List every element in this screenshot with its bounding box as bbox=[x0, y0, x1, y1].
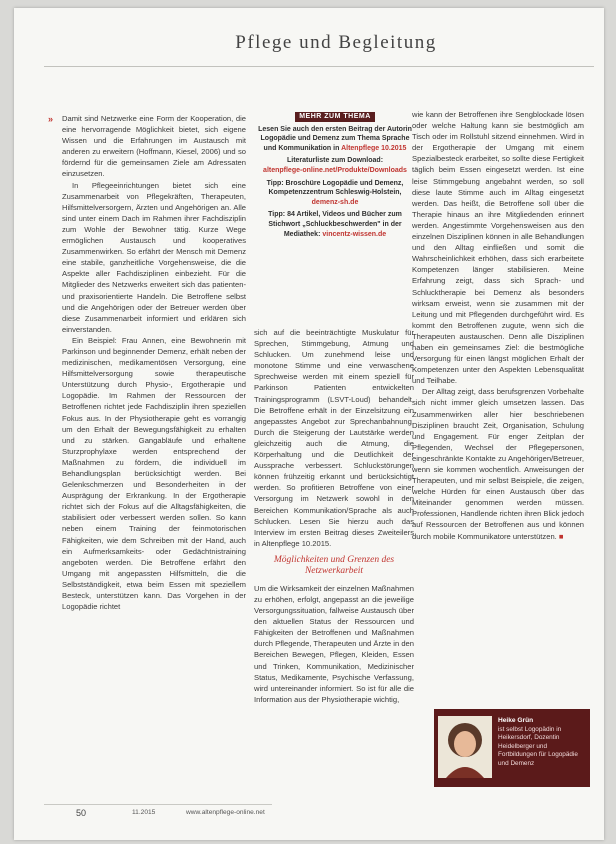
author-photo bbox=[438, 716, 492, 778]
more-on-topic-box bbox=[254, 112, 416, 242]
header-divider bbox=[44, 66, 594, 67]
sidebar-tip-1 bbox=[254, 179, 416, 208]
download-link[interactable]: altenpflege-online.net/Produkte/Downloads bbox=[263, 166, 407, 174]
sidebar-intro-text: Lesen Sie auch den ersten Beitrag der Autorin Logopädie und Demenz zum Thema Sprache und Kommunikation in bbox=[258, 125, 412, 152]
paragraph: Um die Wirksamkeit der einzelnen Maßnahmen zu erhöhen, erfolgt, angepasst an die jeweilige Versorgungssituation, fallweise Austausch über den aktuellen Status der Ressourcen und Fähigkeiten der Betroffenen und Maßnahmen durch Pflegende, Therapeuten und Ärzte in den Bereichen Bewegen, Pflegen, Kleiden, Essen und Trinken, Kommunikation, Medizinischer Status, Medikamente, Psychische Verfassung, wird untereinander informiert. So ist für alle die Information aus der Physiotherapie wichtig, bbox=[254, 583, 414, 704]
tip1-link[interactable]: demenz-sh.de bbox=[311, 198, 359, 206]
subheading: Möglichkeiten und Grenzen des Netzwerkarbeit bbox=[273, 554, 395, 576]
footer-divider bbox=[44, 804, 272, 805]
author-box bbox=[434, 709, 590, 787]
article-column-1 bbox=[62, 113, 246, 612]
article-column-2 bbox=[254, 327, 414, 705]
tip2-link[interactable]: vincentz-wissen.de bbox=[322, 230, 387, 238]
article-column-3 bbox=[412, 109, 584, 542]
tip2-text: Tipp: 84 Artikel, Videos und Bücher zum Stichwort „Schluckbeschwerden" in der Mediathek: bbox=[268, 211, 402, 238]
paragraph: In Pflegeeinrichtungen bietet sich eine Zusammenarbeit von Pflegekräften, Therapeuten, Hilfsmittelversorgern, Ärzten und Angehörigen an. Alle sind unter einem Dach im Rahmen ihrer Fachdisziplin zum Wohle der Bewohner tätig. Kurze Wege ermöglichen Austausch und kooperatives Zusammenwirken. So erfährt der Mensch mit Demenz eine stabile, ganzheitliche Vorgehensweise, die die Aspekte aller Fachdisziplinen einbezieht. Für die Mitglieder des Netzwerks erweitert sich das patienten- und praxisorientierte Handeln. Die Betroffene selbst und die Angehörigen oder der Betreuer werden über diese Zusammenarbeit informiert und erklären sich einverstanden. bbox=[62, 180, 246, 334]
continuation-marker-icon: » bbox=[48, 114, 54, 124]
author-bio: ist selbst Logopädin in Heikersdorf, Dozentin Heidelberger und Fortbildungen für Logopädie und Demenz bbox=[498, 726, 578, 767]
sidebar-intro bbox=[254, 125, 416, 154]
paragraph: Ein Beispiel: Frau Annen, eine Bewohnerin mit Parkinson und beginnender Demenz, erhält neben der medizinischen, medikamentösen Versorgung, eine Hilfsmittelversorgung sowie therapeutische Unterstützung durch Physio-, Ergotherapie und Logopädie. Im Rahmen der Ressourcen der Betroffenen richtet jede Fachdisziplin ihren speziellen Fokus aus. In der Physiotherapie geht es vorrangig um den Erhalt der Bewegungsfähigkeit zu erhalten und zu stärken. Gangabläufe und erhaltene Sturzprophylaxe werden entsprechend der Maßnahmen zu fördern, die individuell im Behandlungsplan berücksichtigt werden. Bei Gelenkschmerzen und Besonderheiten in der Ausprägung der Erkrankung. In der Ergotherapie richtet sich der Fokus auf die Alltagsfähigkeiten, die stabilisiert oder verbessert werden sollen. So kann neben einem Training der feinmotorischen Fähigkeiten, wie dem Schreiben mit der Hand, auch ein Aufmerksamkeits- oder Gedächtnistraining angeboten werden. Die Betroffene erfährt den Umgang mit angepassten Hilfsmitteln, die die Selbstständigkeit, etwa beim Essen mit speziellem Besteck, unterstützen kann. Das Vorgehen in der Logopädie richtet bbox=[62, 335, 246, 612]
sidebar-download bbox=[254, 156, 416, 175]
paragraph-text: Der Alltag zeigt, dass berufsgrenzen Vorbehalte sich nicht immer gleich umsetzen lassen. Das Zusammenwirken aller hier beschriebenen Disziplinen braucht Zeit, Organisation, Schulung und Engagement. Für enger Zeitplan der Pflegenden, Wechsel der Pflegepersonen, eingeschränkte Kontakte zu Angehörigen/Betreuer, wenn sie kommen wochentlich. Anweisungen der Therapeuten, und mir selbst Beispiele, die zeigen, welche Hürden für einen Austausch über das Miteinander genommen werden müssen. Professionen, Handlende richten ihren Blick jedoch auf Ressourcen der Betroffenen aus und können durch mobile Kommunikatore unterstützen. bbox=[412, 387, 584, 541]
paragraph: wie kann der Betroffenen ihre Sengblockade lösen oder welche Haltung kann sie bestmöglich am Tisch oder im Rollstuhl sitzend einnehmen. Wird in der Ergotherapie der Umgang mit einem Spezialbesteck erarbeitet, so sollte diese Fertigkeit täglich beim Essen eingesetzt werden. Ist eine leise Stimmgebung angebahnt werden, so soll diese laute Stimme auch im Alltag eingesetzt werden. Das heißt, die Betroffene soll über die Therapie hinaus an ihre Mitgliedenden erinnert werden. Angestimmte Vorgehensweisen aus den einzelnen Disziplinen können in alle Behandlungen und den Alltag einfließen und somit die Wahrscheinlichkeit erhöhen, dass sich erarbeitete Kompetenzen länger stabilisieren. Meine Erfahrung zeigt, dass sich Sprach- und Schlucktherapie bei Demenz als besonders wirksam erweist, wenn sie zusammen mit der Leitung und mit Pflegenden durchgeführt wird. Es kommt den Betroffenen zugute, wenn sich die Therapeuten austauschen. Denn alle Disziplinen haben ein gemeinsames Ziel: die bestmögliche Versorgung für einen längst möglichen Erhalt der Kompetenzen unter den Aspekten Lebensqualität und Teilhabe. bbox=[412, 110, 584, 386]
author-name: Heike Grün bbox=[498, 717, 534, 724]
tip1-text: Tipp: Broschüre Logopädie und Demenz, Kompetenzzentrum Schleswig-Holstein, bbox=[266, 179, 404, 197]
more-on-topic-tag: MEHR ZUM THEMA bbox=[295, 112, 375, 122]
section-title: Pflege und Begleitung bbox=[235, 32, 437, 53]
paragraph: Damit sind Netzwerke eine Form der Kooperation, die eine hervorragende Möglichkeit bietet, sich eigene Wissen und die Erfahrungen im Austausch mit anderen zu erweitern (Hoffmann, Kiesel, 2006) und so fördernd für die gemeinsamen Ziele am Adressaten einzusetzen. bbox=[62, 114, 246, 179]
issue-label: 11.2015 bbox=[132, 809, 156, 816]
paragraph bbox=[412, 386, 584, 541]
end-of-article-icon: ■ bbox=[558, 531, 564, 541]
sidebar-tip-2 bbox=[254, 210, 416, 239]
download-label: Literaturliste zum Download: bbox=[286, 157, 384, 165]
magazine-page bbox=[14, 8, 604, 840]
page-number: 50 bbox=[76, 808, 87, 818]
footer-url[interactable]: www.altenpflege-online.net bbox=[186, 809, 265, 816]
sidebar-intro-ref: Altenpflege 10.2015 bbox=[341, 144, 407, 152]
paragraph: sich auf die beeinträchtigte Muskulatur für Sprechen, Stimmgebung, Atmung und Schlucken. Um zunehmend leise und monotone Stimme und eine verwaschene Sprechweise werden mit einem speziell für Parkinson Patienten entwickelten Trainingsprogramm (LSVT-Loud) behandelt. Die Betroffene erhält in der Einzelsitzung ein angepasstes Angebot zur Sprechanbahnung. Durch die Steigerung der Lautstärke werden gleichzeitig auch die Atmung, die Körperhaltung und die Deutlichkeit der Aussprache verbessert. Schluckstörungen können frühzeitig erkannt und berücksichtigt werden. So profitieren Betroffene von einer Versorgung im Netzwerk sowohl in den Bereichen Kommunikation/Sprache als auch Schlucken. Lesen Sie hierzu auch das Interview im ersten Beitrag dieses Zweiteilers in Altenpflege 10.2015. bbox=[254, 328, 414, 548]
